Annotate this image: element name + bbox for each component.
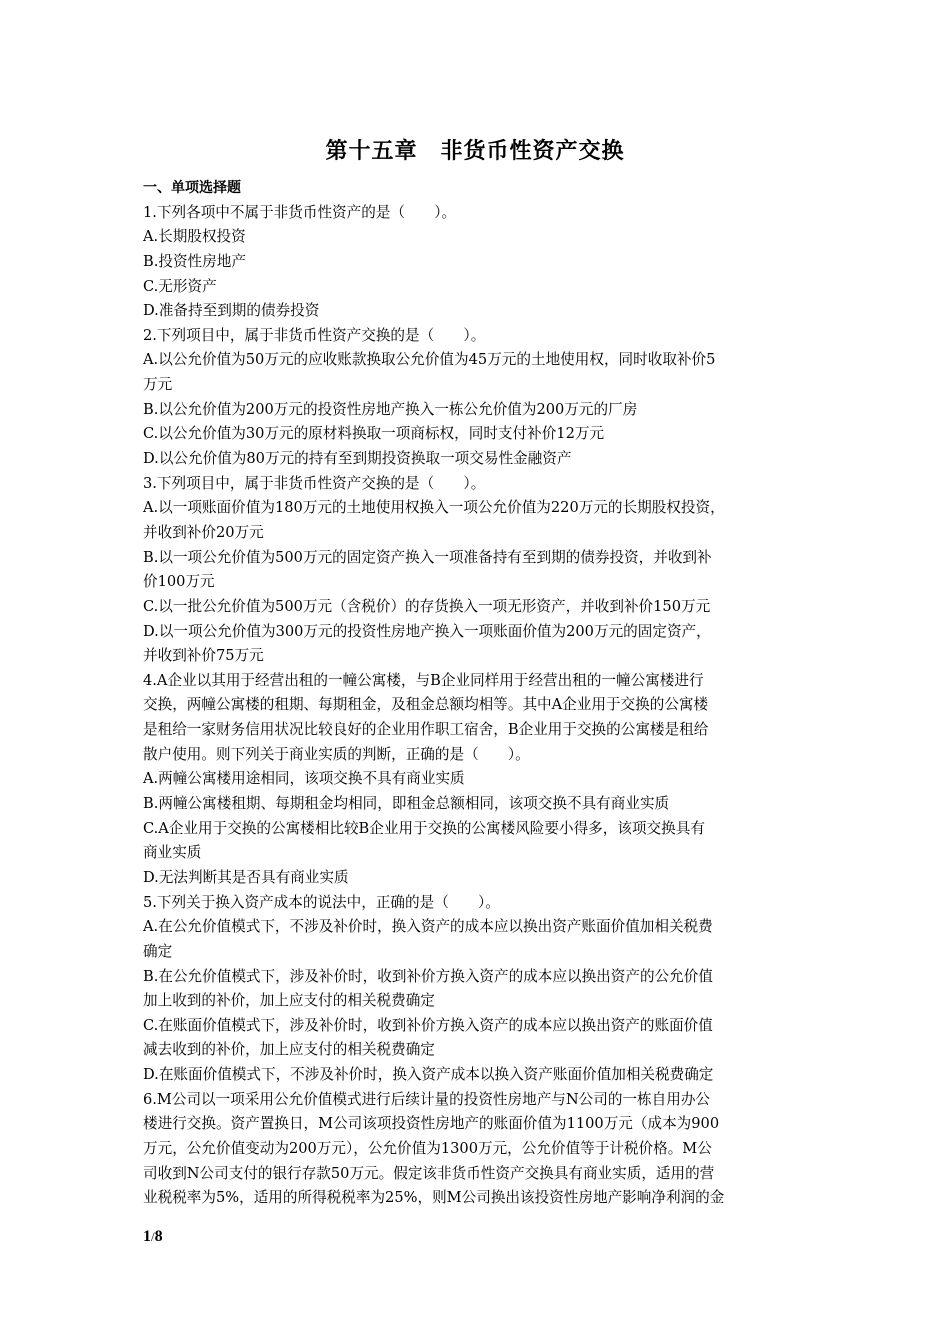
text-line: B.投资性房地产 — [143, 252, 246, 270]
text-line: 并收到补价75万元 — [143, 647, 264, 665]
question-content — [143, 176, 815, 1211]
section-heading: 一、单项选择题 — [143, 180, 241, 196]
text-line: 商业实质 — [143, 844, 202, 862]
text-line: B.以公允价值为200万元的投资性房地产换入一栋公允价值为200万元的厂房 — [143, 400, 638, 418]
text-line: A.长期股权投资 — [143, 228, 246, 246]
text-line: B.在公允价值模式下，涉及补价时，收到补价方换入资产的成本应以换出资产的公允价值 — [143, 967, 713, 985]
page-total: 8 — [154, 1228, 163, 1245]
chapter-title: 第十五章 非货币性资产交换 — [325, 139, 625, 164]
text-line: 4.A企业以其用于经营出租的一幢公寓楼，与B企业同样用于经营出租的一幢公寓楼进行 — [143, 671, 704, 689]
page-current: 1 — [143, 1228, 151, 1245]
page-separator: / — [151, 1229, 155, 1244]
text-line: 6.M公司以一项采用公允价值模式进行后续计量的投资性房地产与N公司的一栋自用办公 — [143, 1090, 711, 1108]
text-line: 并收到补价20万元 — [143, 523, 264, 541]
text-line: A.两幢公寓楼用途相同，该项交换不具有商业实质 — [143, 770, 465, 788]
text-line: 司收到N公司支付的银行存款50万元。假定该非货币性资产交换具有商业实质，适用的营 — [143, 1164, 715, 1182]
text-line: D.无法判断其是否具有商业实质 — [143, 868, 349, 886]
text-line: A.以一项账面价值为180万元的土地使用权换入一项公允价值为220万元的长期股权投资， — [143, 499, 725, 517]
text-line: C.以一批公允价值为500万元（含税价）的存货换入一项无形资产，并收到补价150万元 — [143, 597, 711, 615]
text-line: C.A企业用于交换的公寓楼相比较B企业用于交换的公寓楼风险要小得多，该项交换具有 — [143, 819, 705, 837]
text-line: D.在账面价值模式下，不涉及补价时，换入资产成本以换入资产账面价值加相关税费确定 — [143, 1066, 714, 1084]
text-line: C.以公允价值为30万元的原材料换取一项商标权，同时支付补价12万元 — [143, 425, 605, 443]
text-line: 散户使用。则下列关于商业实质的判断，正确的是（ ）。 — [143, 745, 530, 763]
text-line: 1.下列各项中不属于非货币性资产的是（ ）。 — [143, 203, 457, 221]
text-line: D.准备持至到期的债券投资 — [143, 302, 320, 320]
text-line: 加上收到的补价，加上应支付的相关税费确定 — [143, 992, 435, 1010]
text-line: 5.下列关于换入资产成本的说法中，正确的是（ ）。 — [143, 893, 500, 911]
text-line: 3.下列项目中，属于非货币性资产交换的是（ ）。 — [143, 474, 486, 492]
text-line: 2.下列项目中，属于非货币性资产交换的是（ ）。 — [143, 326, 486, 344]
text-line: B.以一项公允价值为500万元的固定资产换入一项准备持有至到期的债券投资，并收到补 — [143, 548, 712, 566]
text-line: C.无形资产 — [143, 277, 217, 295]
text-line: C.在账面价值模式下，涉及补价时，收到补价方换入资产的成本应以换出资产的账面价值 — [143, 1016, 713, 1034]
text-line: 价100万元 — [143, 573, 215, 591]
text-line: 万元 — [143, 376, 173, 394]
text-line: D.以公允价值为80万元的持有至到期投资换取一项交易性金融资产 — [143, 450, 572, 468]
text-line: 交换，两幢公寓楼的租期、每期租金，及租金总额均相等。其中A企业用于交换的公寓楼 — [143, 696, 709, 714]
text-line: 楼进行交换。资产置换日，M公司该项投资性房地产的账面价值为1100万元（成本为900 — [143, 1115, 720, 1133]
text-line: A.在公允价值模式下，不涉及补价时，换入资产的成本应以换出资产账面价值加相关税费 — [143, 918, 713, 936]
text-line: 确定 — [143, 942, 173, 960]
page-number — [143, 1228, 163, 1246]
text-line: 是租给一家财务信用状况比较良好的企业用作职工宿舍，B企业用于交换的公寓楼是租给 — [143, 721, 709, 739]
text-line: 业税税率为5%，适用的所得税税率为25%，则M公司换出该投资性房地产影响净利润的金 — [143, 1189, 725, 1207]
text-line: A.以公允价值为50万元的应收账款换取公允价值为45万元的土地使用权，同时收取补价5 — [143, 351, 716, 369]
text-line: D.以一项公允价值为300万元的投资性房地产换入一项账面价值为200万元的固定资产， — [143, 622, 711, 640]
text-line: 万元，公允价值变动为200万元），公允价值为1300万元，公允价值等于计税价格。M公 — [143, 1139, 712, 1157]
text-line: B.两幢公寓楼租期、每期租金均相同，即租金总额相同，该项交换不具有商业实质 — [143, 795, 670, 813]
text-line: 减去收到的补价，加上应支付的相关税费确定 — [143, 1041, 435, 1059]
